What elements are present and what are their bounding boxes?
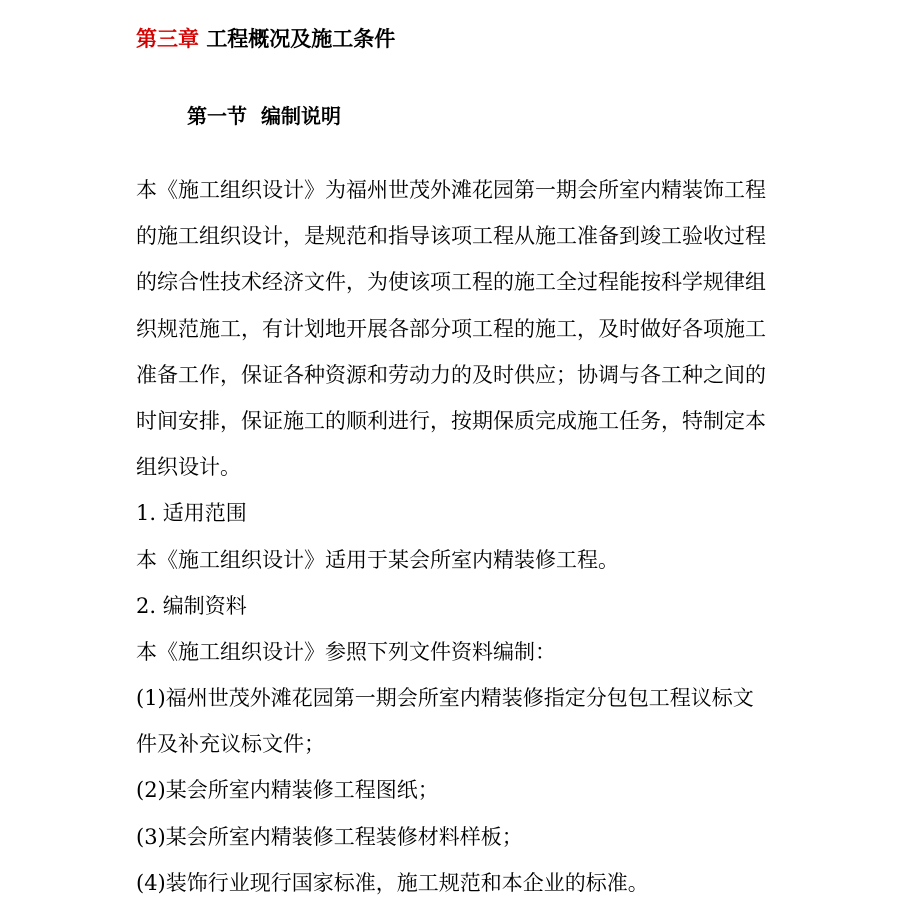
section-title: 编制说明 xyxy=(261,104,341,128)
list-item: (1)福州世茂外滩花园第一期会所室内精装修指定分包包工程议标文 xyxy=(136,686,754,711)
paragraph-line: 织规范施工，有计划地开展各部分项工程的施工，及时做好各项施工 xyxy=(136,316,766,341)
body-text xyxy=(136,167,776,906)
list-item: (2)某会所室内精装修工程图纸； xyxy=(136,778,439,803)
list-item: (4)装饰行业现行国家标准，施工规范和本企业的标准。 xyxy=(136,870,649,895)
paragraph-line: 的施工组织设计，是规范和指导该项工程从施工准备到竣工验收过程 xyxy=(136,224,766,249)
chapter-title: 工程概况及施工条件 xyxy=(206,27,396,51)
section-label: 第一节 xyxy=(187,104,247,128)
section-heading xyxy=(187,101,341,131)
paragraph-line: 的综合性技术经济文件，为使该项工程的施工全过程能按科学规律组 xyxy=(136,270,766,295)
list-item: (3)某会所室内精装修工程装修材料样板； xyxy=(136,824,523,849)
paragraph-line: 本《施工组织设计》参照下列文件资料编制： xyxy=(136,639,556,664)
chapter-heading xyxy=(136,24,395,54)
chapter-label: 第三章 xyxy=(136,27,199,51)
paragraph-line: 准备工作，保证各种资源和劳动力的及时供应；协调与各工种之间的 xyxy=(136,362,766,387)
paragraph-line: 组织设计。 xyxy=(136,455,241,480)
subheading-materials: 2. 编制资料 xyxy=(136,593,247,618)
list-item-continuation: 件及补充议标文件； xyxy=(136,732,325,757)
paragraph-line: 时间安排，保证施工的顺利进行，按期保质完成施工任务，特制定本 xyxy=(136,408,766,433)
paragraph-line: 本《施工组织设计》适用于某会所室内精装修工程。 xyxy=(136,547,619,572)
paragraph-line: 本《施工组织设计》为福州世茂外滩花园第一期会所室内精装饰工程 xyxy=(136,178,766,202)
subheading-scope: 1. 适用范围 xyxy=(136,501,247,526)
